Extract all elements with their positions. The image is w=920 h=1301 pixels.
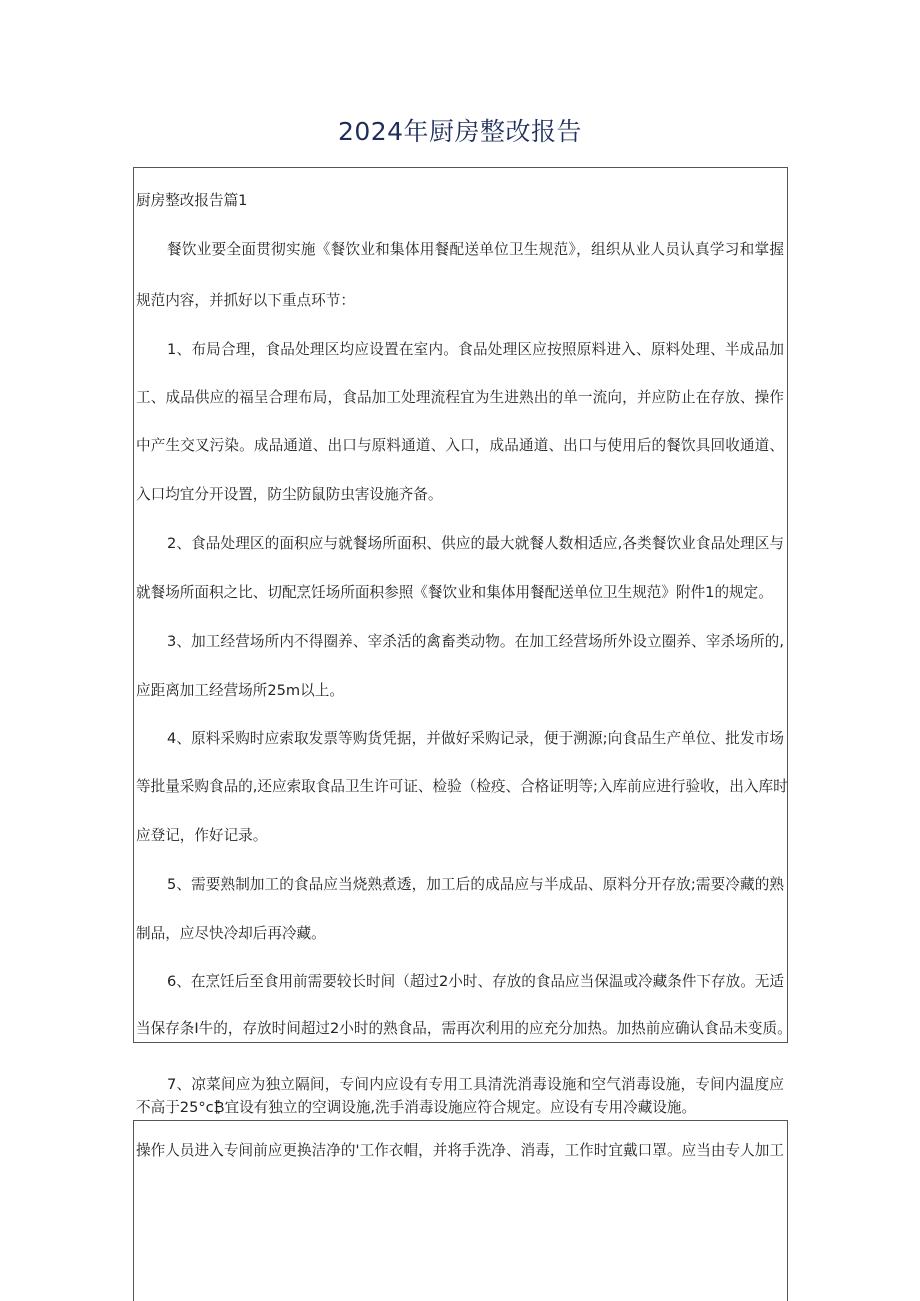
paragraph-line: 就餐场所面积之比、切配烹饪场所面积参照《餐饮业和集体用餐配送单位卫生规范》附件1的规定。: [136, 584, 773, 601]
paragraph-line: 不高于25°c₿宜设有独立的空调设施,洗手消毒设施应符合规定。应设有专用冷藏设施。: [136, 1099, 697, 1116]
paragraph-line: 应距离加工经营场所25m以上。: [136, 682, 344, 699]
paragraph-line: 3、加工经营场所内不得圈养、宰杀活的禽畜类动物。在加工经营场所外设立圈养、宰杀场所的,: [167, 633, 784, 650]
paragraph-line: 7、凉菜间应为独立隔间，专间内应设有专用工具清洗消毒设施和空气消毒设施，专间内温度应: [167, 1076, 784, 1093]
paragraph-line: 6、在烹饪后至食用前需要较长时间（超过2小时、存放的食品应当保温或冷藏条件下存放。无适: [167, 973, 784, 990]
paragraph-line: 工、成品供应的福呈合理布局，食品加工处理流程宜为生进熟出的单一流向，并应防止在存放、操作: [136, 389, 784, 406]
paragraph-line: 5、需要熟制加工的食品应当烧熟煮透，加工后的成品应与半成品、原料分开存放;需要冷藏的熟: [167, 876, 784, 893]
paragraph-line: 当保存条I牛的，存放时间超过2小时的熟食品，需再次利用的应充分加热。加热前应确认食品未变质。: [136, 1020, 792, 1037]
paragraph-line: 操作人员进入专间前应更换洁净的'工作衣帽，并将手洗净、消毒，工作时宜戴口罩。应当由专人加工: [136, 1142, 784, 1159]
paragraph-line: 应登记，作好记录。: [136, 827, 268, 844]
paragraph-line: 餐饮业要全面贯彻实施《餐饮业和集体用餐配送单位卫生规范》，组织从业人员认真学习和掌握: [167, 241, 784, 258]
paragraph-line: 规范内容，并抓好以下重点环节：: [136, 292, 355, 309]
paragraph-line: 制品，应尽快冷却后再冷藏。: [136, 925, 326, 942]
section-heading: 厨房整改报告篇1: [136, 192, 248, 209]
paragraph-line: 1、布局合理，食品处理区均应设置在室内。食品处理区应按照原料进入、原料处理、半成品加: [167, 341, 784, 358]
paragraph-line: 4、原料采购时应索取发票等购货凭据，并做好采购记录，便于溯源;向食品生产单位、批发市场: [167, 730, 784, 747]
paragraph-line: 中产生交叉污染。成品通道、出口与原料通道、入口，成品通道、出口与使用后的餐饮具回收通道、: [136, 437, 784, 454]
document-title: 2024年厨房整改报告: [337, 117, 583, 146]
paragraph-line: 入口均宜分开设置，防尘防鼠防虫害设施齐备。: [136, 486, 443, 503]
paragraph-line: 等批量采购食品的,还应索取食品卫生许可证、检验（检疫、合格证明等;入库前应进行验收，出入库时: [136, 778, 788, 795]
paragraph-line: 2、食品处理区的面积应与就餐场所面积、供应的最大就餐人数相适应,各类餐饮业食品处理区与: [167, 535, 784, 552]
